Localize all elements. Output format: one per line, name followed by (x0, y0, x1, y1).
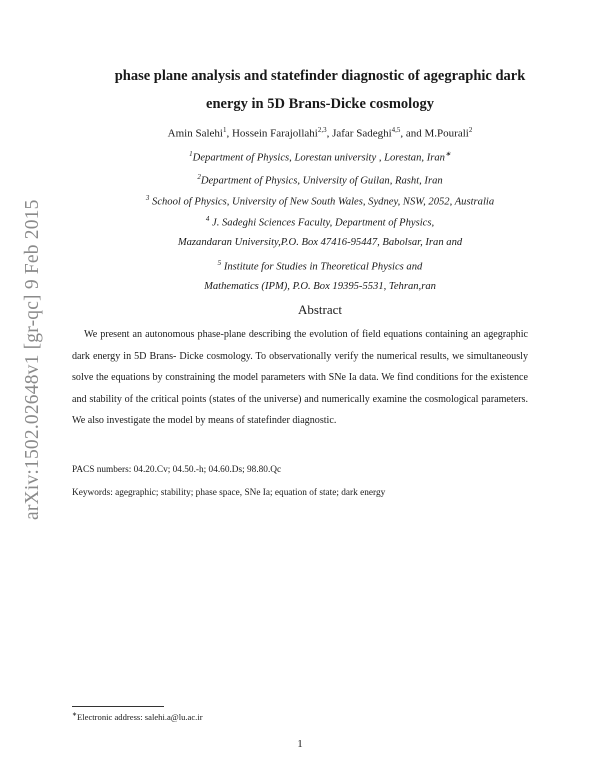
affil-text: J. Sadeghi Sciences Faculty, Department of Physics, (212, 217, 435, 229)
author-affil-mark: 1 (222, 126, 227, 134)
footnote-text: Electronic address: salehi.a@lu.ac.ir (77, 711, 203, 722)
affil-text: Department of Physics, Lorestan university , Lorestan, Iran (192, 152, 445, 164)
footnote-ref: ∗ (444, 150, 451, 158)
affil-text: School of Physics, University of New South Wales, Sydney, NSW, 2052, Australia (152, 196, 495, 208)
author-name: Jafar Sadeghi (332, 127, 392, 140)
affiliation-1 (60, 150, 580, 164)
author-name: Hossein Farajollahi (231, 127, 318, 140)
author-list: Amin Salehi$^1$, Hossein Farajollahi$^{2,3}$, Jafar Sadeghi$^{4,5}$, and M.Pourali$^2$ (167, 126, 473, 140)
paper-title (60, 62, 580, 118)
affiliation-4-line-2: Mazandaran University,P.O. Box 47416-95447, Babolsar, Iran and (177, 237, 463, 248)
abstract-body: We present an autonomous phase-plane describing the evolution of field equations containing an agegraphic dark energy in 5D Brans- Dicke cosmology. To observationally verify the numerical results, we simultaneously solve the equations by constraining the model parameters with SNe Ia data. We find conditions for the existence and stability of the critical points (states of the universe) and numerically examine the cosmological parameters. We also investigate the model by means of statefinder diagnostic. (72, 329, 528, 427)
affil-mark: 4 (205, 215, 210, 223)
author-affil-mark: 2 (468, 126, 473, 134)
affil-text: Department of Physics, University of Guilan, Rasht, Iran (200, 175, 443, 187)
footnote (72, 711, 203, 722)
affil-mark: 2 (197, 173, 201, 181)
title-line-2: energy in 5D Brans-Dicke cosmology (206, 96, 434, 112)
affiliation-5-line-1 (60, 259, 580, 273)
author-name: Amin Salehi (167, 127, 223, 140)
affil-mark: 5 (217, 259, 222, 267)
affiliation-3 (60, 194, 580, 208)
page-number: 1 (297, 738, 303, 750)
affil-mark: 1 (189, 150, 193, 158)
affil-text: Institute for Studies in Theoretical Physics and (223, 261, 423, 273)
affil-mark: 3 (145, 194, 150, 202)
pacs-numbers: PACS numbers: 04.20.Cv; 04.50.-h; 04.60.Ds; 98.80.Qc (72, 465, 282, 475)
author-affil-mark: 4,5 (391, 126, 401, 134)
author-conjunction: and (405, 127, 425, 140)
title-line-1: phase plane analysis and statefinder diagnostic of agegraphic dark (114, 68, 526, 84)
affiliation-5-line-2: Mathematics (IPM), P.O. Box 19395-5531, Tehran,ran (204, 281, 436, 292)
affiliation-4-line-1 (60, 215, 580, 229)
footnote-divider (72, 706, 164, 707)
author-affil-mark: 2,3 (317, 126, 327, 134)
author-name: M.Pourali (424, 127, 469, 140)
affiliation-2 (60, 173, 580, 187)
abstract-heading: Abstract (297, 302, 343, 317)
footnote-mark: ∗ (72, 712, 78, 718)
keywords: Keywords: agegraphic; stability; phase space, SNe Ia; equation of state; dark energy (72, 488, 386, 498)
arxiv-identifier: arXiv:1502.02648v1 [gr-qc] 9 Feb 2015 (22, 199, 43, 520)
